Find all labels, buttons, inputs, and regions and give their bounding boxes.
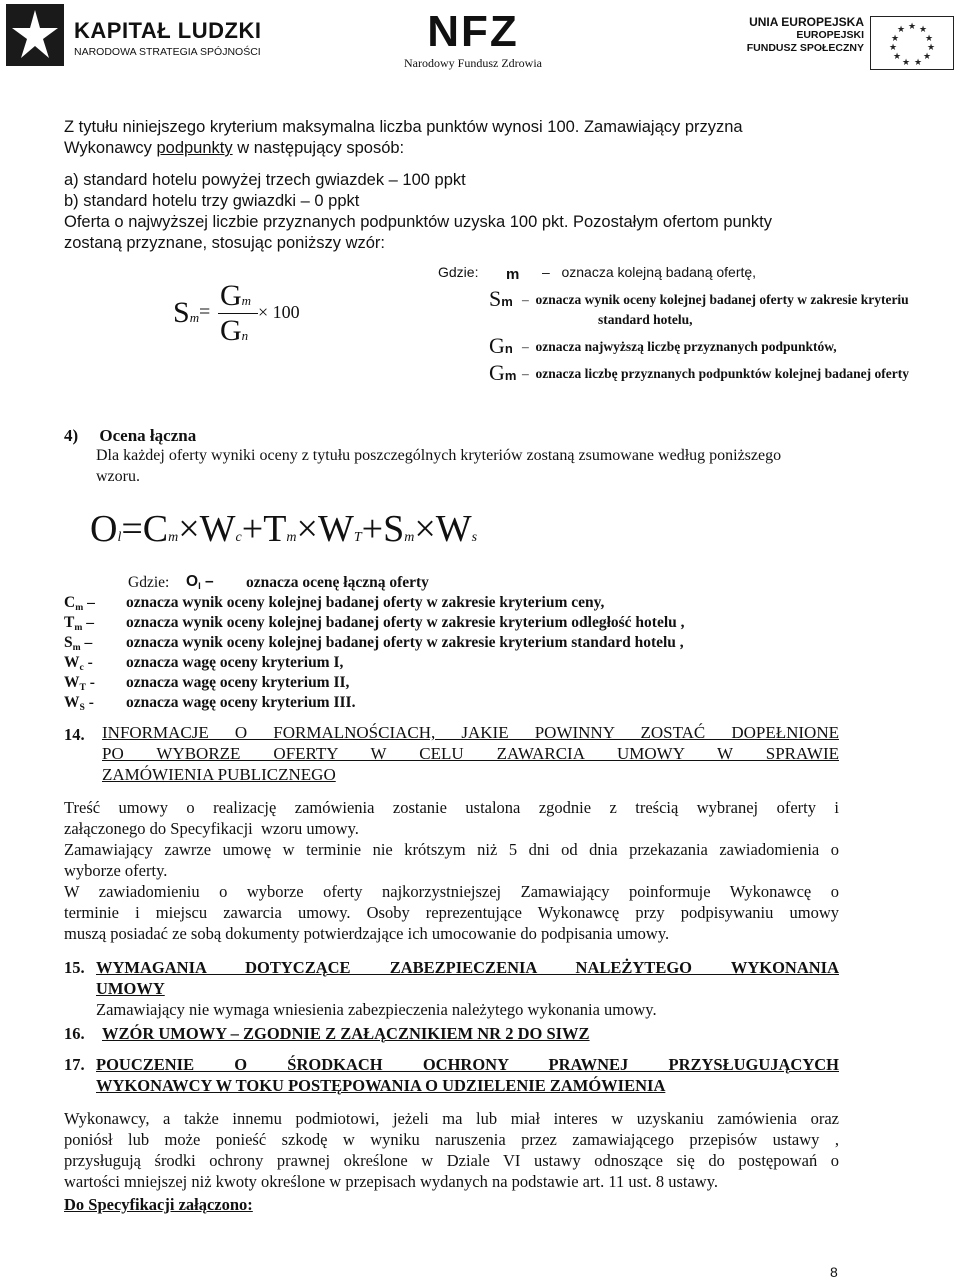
formula2-c: =C — [121, 508, 169, 550]
legend-row4-dash: - — [83, 654, 93, 671]
def4-sym — [489, 333, 513, 359]
svg-text:★: ★ — [926, 42, 936, 52]
page-number: 8 — [830, 1264, 838, 1280]
s17-para-2: poniósł lub może ponieść szkodę w wyniku naruszenia przez zamawiającego przepisów ustawy , — [64, 1130, 839, 1149]
star-logo-icon — [6, 4, 64, 66]
s15-number: 15. — [64, 958, 85, 977]
def4-text: – oznacza najwyższą liczbę przyznanych podpunktów, — [522, 339, 837, 354]
def5-sym-sub: m — [504, 368, 517, 383]
legend-row6-sub: S — [79, 702, 85, 714]
svg-text:★: ★ — [913, 57, 923, 67]
intro-line-2-underlined: podpunkty — [156, 139, 233, 157]
nfz-logo — [398, 7, 548, 72]
legend-row4-s: W — [64, 654, 80, 671]
s17-heading-1: POUCZENIE O ŚRODKACH OCHRONY PRAWNEJ PRZYSŁUGUJĄCYCH — [96, 1055, 839, 1074]
legend-row1-sym — [64, 594, 95, 612]
s17-heading-2: WYKONAWCY W TOKU POSTĘPOWANIA O UDZIELENIE ZAMÓWIENIA — [96, 1076, 666, 1095]
formula1-numerator — [220, 279, 251, 313]
legend-row3-text: oznacza wynik oceny kolejnej badanej oferty w zakresie kryterium standard hotelu , — [126, 634, 684, 651]
formula1-den-sub: n — [241, 328, 249, 343]
def2-sym-s: S — [489, 286, 502, 311]
def4-text-value: oznacza najwyższą liczbę przyznanych podpunktów, — [535, 339, 837, 354]
def5-sym — [489, 360, 516, 386]
svg-text:★: ★ — [892, 51, 902, 61]
intro-line-2-b: w następujący sposób: — [232, 139, 405, 157]
formula2-wc: ×W — [178, 508, 236, 550]
intro-line-2-a: Wykonawcy — [64, 139, 157, 157]
formula2-o: O — [90, 508, 118, 550]
kl-title: KAPITAŁ LUDZKI — [74, 18, 262, 43]
nfz-subtitle: Narodowy Fundusz Zdrowia — [404, 56, 542, 70]
eu-text — [747, 16, 864, 55]
legend-row3-sym — [64, 634, 92, 652]
formula1-eq: = — [199, 301, 211, 323]
legend-row4-sym — [64, 654, 93, 672]
s15-para-1: Zamawiający nie wymaga wniesienia zabezpieczenia należytego wykonania umowy. — [96, 1000, 657, 1019]
svg-text:★: ★ — [907, 21, 917, 31]
def4-sym-g: G — [489, 333, 505, 358]
s14-heading-3: ZAMÓWIENIA PUBLICZNEGO — [102, 765, 336, 784]
legend-o-sym: $O_l$ – — [186, 573, 214, 593]
s14-para-2: załączonego do Specyfikacji wzoru umowy. — [64, 819, 359, 838]
eu-line1: UNIA EUROPEJSKA — [749, 15, 864, 29]
s17-attachments-label: Do Specyfikacji załączono: — [64, 1195, 253, 1214]
section4-heading: 4) Ocena łączna — [64, 426, 197, 445]
intro-line-6: zostaną przyznane, stosując poniższy wzór: — [64, 234, 385, 252]
svg-text:★: ★ — [924, 33, 934, 43]
svg-text:★: ★ — [888, 42, 898, 52]
s17-para-1: Wykonawcy, a także innemu podmiotowi, jeżeli ma lub miał interes w uzyskaniu zamówienia oraz — [64, 1109, 839, 1128]
section4-line1: Dla każdej oferty wyniki oceny z tytułu poszczególnych kryteriów zostaną zsumowane według poniższego — [96, 447, 782, 464]
legend-row6-sym — [64, 694, 94, 712]
section4-line2: wzoru. — [96, 468, 140, 485]
formula1-denominator — [220, 314, 248, 348]
s14-number: 14. — [64, 725, 85, 744]
formula1-num-sub: m — [241, 293, 252, 308]
formula1-den-g: G — [220, 314, 242, 347]
s15-heading-1: WYMAGANIA DOTYCZĄCE ZABEZPIECZENIA NALEŻYTEGO WYKONANIA — [96, 958, 839, 977]
formula2-o-sub: l — [117, 530, 122, 545]
legend-row4-text: oznacza wagę oceny kryterium I, — [126, 654, 344, 671]
kapital-ludzki-logo — [6, 4, 262, 66]
def4-sym-sub: n — [504, 341, 513, 356]
eu-line2: EUROPEJSKI — [796, 29, 864, 41]
s14-heading-2: PO WYBORZE OFERTY W CELU ZAWARCIA UMOWY W SPRAWIE — [102, 744, 839, 763]
legend-row2-text: oznacza wynik oceny kolejnej badanej oferty w zakresie kryterium odległość hotelu , — [126, 614, 685, 631]
formula2-ws: ×W — [414, 508, 472, 550]
legend-row1-dash: – — [83, 594, 95, 611]
intro-line-1: Z tytułu niniejszego kryterium maksymalna liczba punktów wynosi 100. Zamawiający przyzna — [64, 118, 743, 136]
formula2-t: +T — [241, 508, 287, 550]
intro-line-2 — [64, 139, 404, 158]
svg-text:★: ★ — [896, 24, 906, 34]
formula1-times: × 100 — [258, 302, 300, 322]
legend-row1-s: C — [64, 594, 76, 611]
intro-item-a: a) standard hotelu powyżej trzech gwiazdek – 100 ppkt — [64, 171, 466, 189]
eu-flag-icon — [870, 16, 954, 70]
legend-row5-text: oznacza wagę oceny kryterium II, — [126, 674, 350, 691]
eu-line3: FUNDUSZ SPOŁECZNY — [746, 42, 864, 54]
formula-total — [90, 507, 477, 551]
svg-text:★: ★ — [918, 24, 928, 34]
formula2-wc-sub: c — [235, 530, 242, 545]
legend-row2-sub: m — [74, 622, 83, 634]
s14-para-3: Zamawiający zawrze umowę w terminie nie krótszym niż 5 dni od dnia przekazania zawiadomienia o — [64, 840, 839, 859]
legend-row2-dash: – — [82, 614, 94, 631]
s14-para-7: muszą posiadać ze sobą dokumenty potwierdzające ich umocowanie do podpisania umowy. — [64, 924, 670, 943]
formula2-ws-sub: s — [471, 530, 478, 545]
s14-para-6: terminie i miejscu zawarcia umowy. Osoby reprezentujące Wykonawcę przy podpisywaniu umowy — [64, 903, 839, 922]
legend-row6-text: oznacza wagę oceny kryterium III. — [126, 694, 356, 711]
legend-where: Gdzie: — [128, 574, 170, 591]
legend-row1-sub: m — [75, 602, 84, 614]
formula1-where: Gdzie: — [438, 264, 479, 280]
formula2-t-sub: m — [286, 530, 297, 545]
def3-text: standard hotelu, — [598, 312, 693, 327]
def1-text-value: oznacza kolejną badaną ofertę, — [561, 264, 757, 280]
def5-text-value: oznacza liczbę przyznanych podpunktów kolejnej badanej oferty — [535, 366, 909, 381]
s17-para-3: przysługują środki ochrony prawnej określone w Dziale VI ustawy odnoszące się do postępowań o — [64, 1151, 839, 1170]
formula2-s: +S — [361, 508, 405, 550]
s17-para-4: wartości mniejszej niż kwoty określone w przepisach wydanych na podstawie art. 11 ust. 8 ustawy. — [64, 1172, 719, 1191]
eu-logo — [746, 15, 960, 72]
formula1-lhs-sub: m — [189, 310, 200, 325]
legend-row5-sub: T — [79, 682, 86, 694]
formula2-wt-sub: T — [353, 530, 362, 545]
def2-sym — [489, 286, 513, 312]
intro-item-b: b) standard hotelu trzy gwiazdki – 0 ppkt — [64, 192, 360, 210]
legend-row2-s: T — [64, 614, 75, 631]
s14-heading-1: INFORMACJE O FORMALNOŚCIACH, JAKIE POWINNY ZOSTAĆ DOPEŁNIONE — [102, 723, 839, 742]
legend-row2-sym — [64, 614, 94, 632]
svg-text:★: ★ — [922, 51, 932, 61]
legend-o: O — [186, 573, 199, 590]
s14-para-5: W zawiadomieniu o wyborze oferty najkorzystniejszej Zamawiający poinformuje Wykonawcę o — [64, 882, 839, 901]
def1-text: – oznacza kolejną badaną ofertę, — [542, 264, 757, 280]
formula1-num-g: G — [220, 279, 242, 312]
legend-o-sub: l — [198, 581, 201, 593]
def2-text: – oznacza wynik oceny kolejnej badanej oferty w zakresie kryteriu — [522, 292, 909, 307]
formula2-s-sub: m — [404, 530, 415, 545]
def1-sym: m — [506, 266, 520, 283]
legend-row5-s: W — [64, 674, 80, 691]
legend-row4-sub: c — [79, 662, 84, 674]
legend-row5-dash: - — [85, 674, 95, 691]
def2-sym-sub: m — [501, 294, 513, 309]
nfz-mark: NFZ — [427, 7, 519, 56]
def5-sym-g: G — [489, 360, 505, 385]
intro-line-5: Oferta o najwyższej liczbie przyznanych podpunktów uzyska 100 pkt. Pozostałym ofertom punkty — [64, 213, 773, 231]
legend-row5-sym — [64, 674, 95, 692]
s16-number: 16. — [64, 1024, 85, 1043]
s17-number: 17. — [64, 1055, 85, 1074]
formula2-c-sub: m — [168, 530, 179, 545]
def2-text-value: oznacza wynik oceny kolejnej badanej oferty w zakresie kryteriu — [535, 292, 909, 307]
legend-row3-sub: m — [72, 642, 81, 654]
s15-heading-2: UMOWY — [96, 979, 165, 998]
s14-para-4: wyborze oferty. — [64, 861, 168, 880]
formula1-lhs-s: S — [173, 296, 190, 329]
svg-text:★: ★ — [901, 57, 911, 67]
s16-heading: WZÓR UMOWY – ZGODNIE Z ZAŁĄCZNIKIEM NR 2 DO SIWZ — [102, 1024, 590, 1043]
svg-text:★: ★ — [890, 33, 900, 43]
legend-row6-dash: - — [84, 694, 94, 711]
def5-text: – oznacza liczbę przyznanych podpunktów kolejnej badanej oferty — [522, 366, 909, 381]
legend-row6-s: W — [64, 694, 80, 711]
legend-row3-dash: – — [80, 634, 93, 651]
legend-row1-text: oznacza wynik oceny kolejnej badanej oferty w zakresie kryterium ceny, — [126, 594, 605, 611]
formula2-wt: ×W — [296, 508, 354, 550]
legend-row3-s: S — [64, 634, 73, 651]
legend-o-text: oznacza ocenę łączną oferty — [246, 574, 429, 591]
s14-para-1: Treść umowy o realizację zamówienia zostanie ustalona zgodnie z treścią wybranej oferty i — [64, 798, 839, 817]
formula1-lhs — [173, 296, 199, 330]
kl-subtitle: NARODOWA STRATEGIA SPÓJNOŚCI — [74, 46, 261, 58]
